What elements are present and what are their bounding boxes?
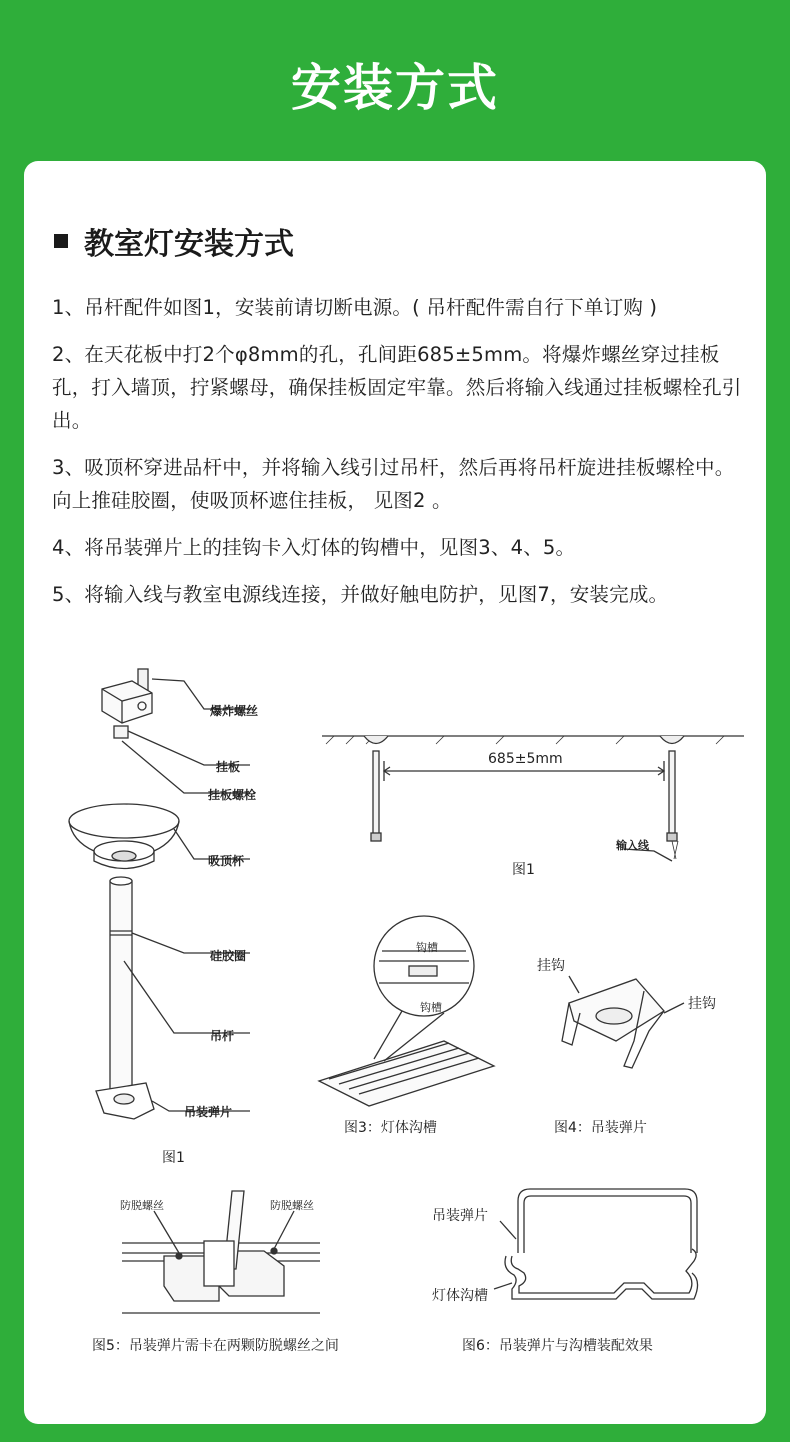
fig3-label-bottom: 钩槽 [420, 1001, 442, 1014]
fig4-label-left: 挂钩 [537, 958, 565, 974]
fig1-ceiling-caption: 图1 [512, 862, 535, 878]
content-card [24, 161, 766, 1424]
fig1-label: 爆炸螺丝 [210, 704, 259, 718]
step-item: 4、将吊装弹片上的挂钩卡入灯体的钩槽中，见图3、4、5。 [52, 536, 576, 559]
fig5-caption: 图5：吊装弹片需卡在两颗防脱螺丝之间 [92, 1338, 339, 1354]
illustrations [24, 161, 766, 1424]
fig5-label-right: 防脱螺丝 [270, 1199, 314, 1212]
fig4-label-right: 挂钩 [688, 996, 716, 1012]
fig3-drawing [319, 916, 494, 1106]
fig3-caption: 图3：灯体沟槽 [344, 1120, 437, 1136]
fig1-parts-drawing [69, 669, 250, 1119]
fig4-caption: 图4：吊装弹片 [554, 1120, 647, 1136]
fig5-label-left: 防脱螺丝 [120, 1199, 164, 1212]
step-item: 5、将输入线与教室电源线连接，并做好触电防护，见图7，安装完成。 [52, 583, 669, 606]
fig1-label: 挂板螺栓 [208, 788, 257, 802]
fig1-parts-caption: 图1 [162, 1150, 185, 1166]
step-item: 3、吸顶杯穿进品杆中，并将输入线引过吊杆，然后再将吊杆旋进挂板螺栓中。向上推硅胶圈，使吸顶杯遮住挂板， 见图2 。 [52, 456, 735, 512]
page-title: 安装方式 [291, 59, 499, 117]
step-item: 2、在天花板中打2个φ8mm的孔，孔间距685±5mm。将爆炸螺丝穿过挂板孔，打入墙顶，拧紧螺母，确保挂板固定牢靠。然后将输入线通过挂板螺栓孔引出。 [52, 343, 742, 432]
fig1-label: 硅胶圈 [210, 949, 247, 963]
fig4-drawing [562, 976, 684, 1068]
fig6-drawing [494, 1189, 698, 1299]
step-item: 1、吊杆配件如图1，安装前请切断电源。( 吊杆配件需自行下单订购 ) [52, 296, 658, 319]
fig1-label: 挂板 [216, 760, 241, 774]
fig1-label: 吸顶杯 [208, 854, 245, 868]
fig1-label: 吊装弹片 [184, 1105, 233, 1119]
fig1-dimension-label: 685±5mm [488, 751, 563, 767]
fig6-caption: 图6：吊装弹片与沟槽装配效果 [462, 1338, 653, 1354]
section-heading-text: 教室灯安装方式 [84, 227, 294, 262]
fig6-label-top: 吊装弹片 [432, 1208, 488, 1224]
fig1-input-label: 输入线 [616, 839, 649, 852]
fig1-label: 吊杆 [210, 1029, 235, 1043]
fig6-label-bottom: 灯体沟槽 [432, 1288, 488, 1304]
fig3-label-top: 钩槽 [416, 941, 438, 954]
